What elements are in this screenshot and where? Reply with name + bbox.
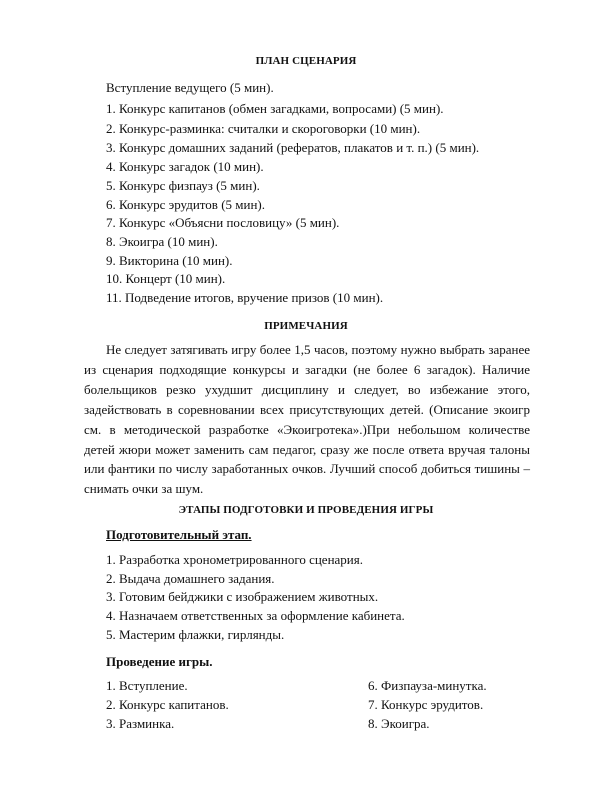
plan-item: 8. Экоигра (10 мин).: [106, 234, 218, 249]
stages-heading: ЭТАПЫ ПОДГОТОВКИ И ПРОВЕДЕНИЯ ИГРЫ: [178, 504, 434, 516]
plan-item: 5. Конкурс физпауз (5 мин).: [106, 178, 260, 193]
plan-item: 4. Конкурс загадок (10 мин).: [106, 159, 264, 174]
notes-paragraph: Не следует затягивать игру более 1,5 часов, поэтому нужно выбрать заранее из сценария подходящие конкурсы и загадки (не более 6 загадок). Наличие болельщиков резко ухудшит дисциплину и следует, во избежание этого, задействовать в соревновании всех присутствующих детей. (Описание экоигр см. в методической разработке «Экоигротека».)При небольшом количестве детей жюри может заменить сам педагог, сразу же после ответа вручая талоны или фантики по числу заработанных очков. Лучший способ добиться тишины – снимать очки за шум.: [84, 342, 530, 497]
conduct-stage-title: Проведение игры.: [106, 654, 213, 669]
plan-item: 6. Конкурс эрудитов (5 мин).: [106, 197, 265, 212]
prep-item: 1. Разработка хронометрированного сценария.: [106, 552, 363, 567]
conduct-item: 3. Разминка.: [106, 716, 175, 731]
prep-item: 4. Назначаем ответственных за оформление кабинета.: [106, 608, 405, 623]
prep-item: 5. Мастерим флажки, гирлянды.: [106, 627, 285, 642]
plan-item: 10. Концерт (10 мин).: [106, 271, 226, 286]
conduct-item: 1. Вступление.: [106, 678, 188, 693]
prep-stage-title: Подготовительный этап.: [106, 527, 252, 542]
prep-item: 3. Готовим бейджики с изображением животных.: [106, 589, 379, 604]
conduct-item: 7. Конкурс эрудитов.: [368, 697, 484, 712]
notes-heading: ПРИМЕЧАНИЯ: [264, 320, 348, 332]
plan-item: 3. Конкурс домашних заданий (рефератов, плакатов и т. п.) (5 мин).: [106, 140, 480, 155]
plan-item: 11. Подведение итогов, вручение призов (10 мин).: [106, 290, 384, 305]
conduct-item: 8. Экоигра.: [368, 716, 430, 731]
plan-heading: ПЛАН СЦЕНАРИЯ: [255, 55, 357, 67]
plan-item: 7. Конкурс «Объясни пословицу» (5 мин).: [106, 215, 340, 230]
plan-item: Вступление ведущего (5 мин).: [106, 80, 274, 95]
plan-item: 1. Конкурс капитанов (обмен загадками, вопросами) (5 мин).: [106, 101, 444, 116]
plan-item: 2. Конкурс-разминка: считалки и скороговорки (10 мин).: [106, 121, 421, 136]
prep-item: 2. Выдача домашнего задания.: [106, 571, 275, 586]
conduct-item: 2. Конкурс капитанов.: [106, 697, 229, 712]
plan-item: 9. Викторина (10 мин).: [106, 253, 233, 268]
conduct-item: 6. Физпауза-минутка.: [368, 678, 487, 693]
